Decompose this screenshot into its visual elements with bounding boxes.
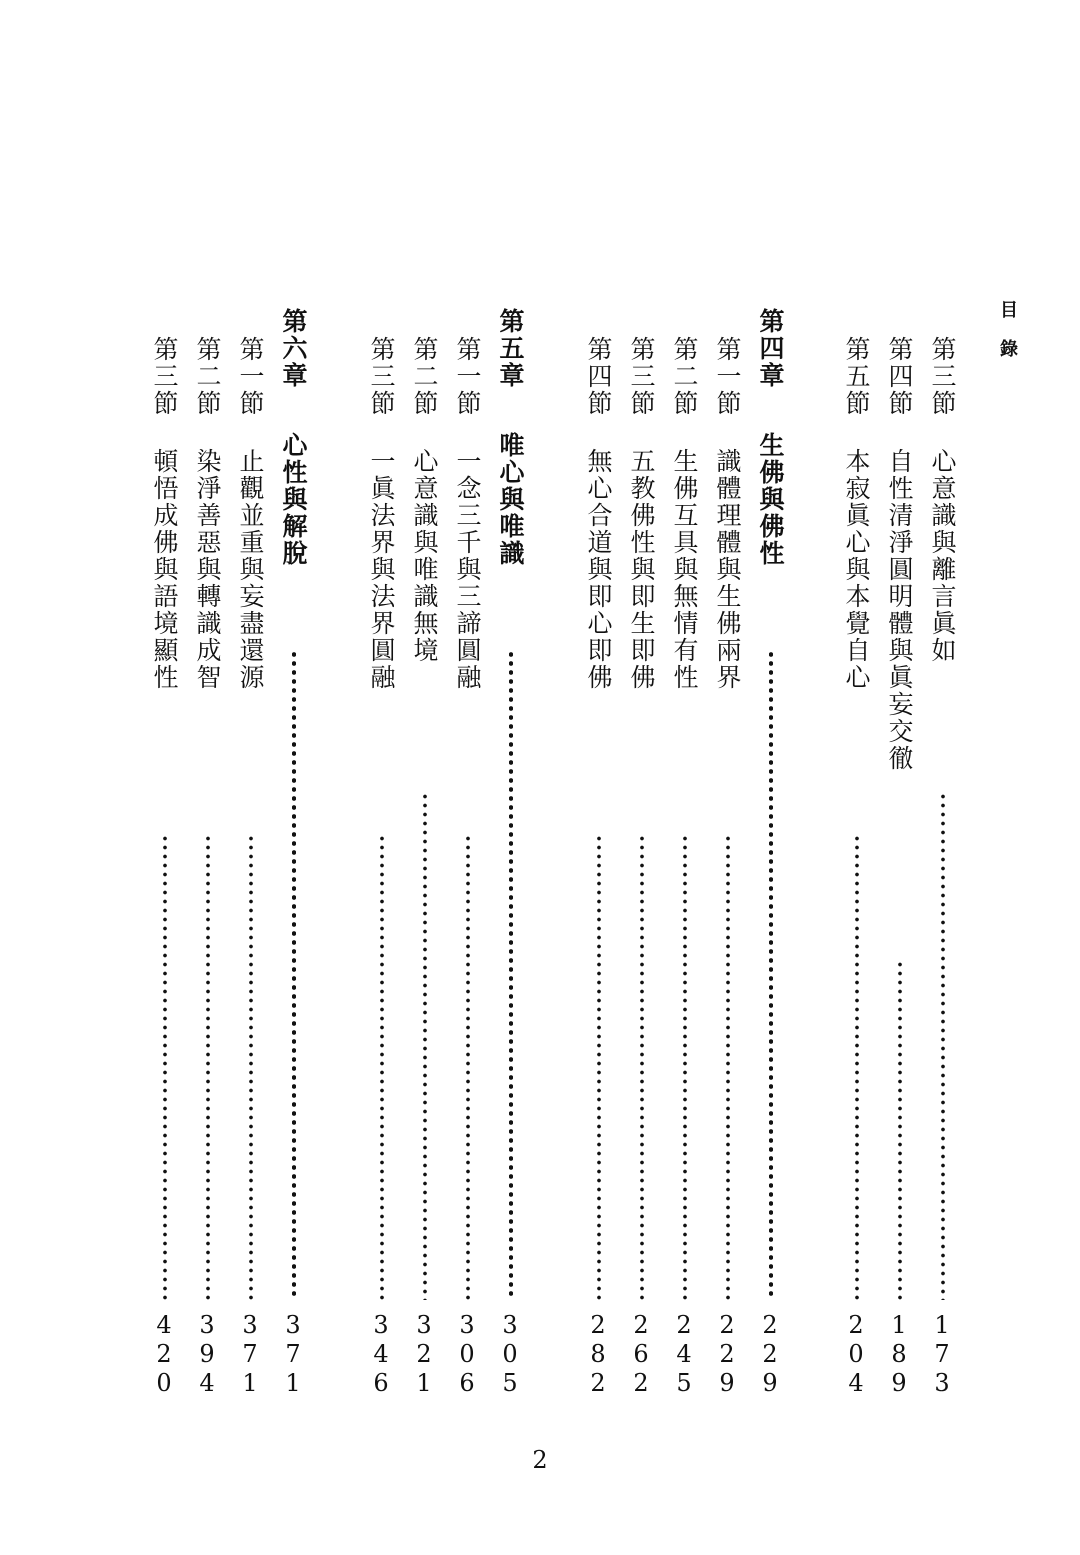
toc-entry-page: 245 <box>670 1311 698 1398</box>
dot-leader <box>423 792 427 1300</box>
toc-section-entry <box>922 336 962 1398</box>
toc-entry-title: 頓悟成佛與語境顯性 <box>150 448 179 691</box>
toc-entry-number: 第四節 <box>885 336 914 417</box>
toc-entry-number: 第三節 <box>367 336 396 417</box>
toc-chapter-entry <box>490 308 530 1398</box>
dot-leader <box>941 792 945 1300</box>
toc-section-entry <box>447 336 487 1398</box>
toc-entry-number: 第三節 <box>928 336 957 417</box>
dot-leader <box>380 834 384 1300</box>
toc-section-entry <box>707 336 747 1398</box>
toc-entry-title: 生佛互具與無情有性 <box>670 448 699 691</box>
toc-entry-number: 第六章 <box>279 308 308 389</box>
toc-section-entry <box>230 336 270 1398</box>
toc-entry-title: 五教佛性與即生即佛 <box>627 448 656 691</box>
dot-leader <box>855 834 859 1300</box>
toc-entry-page: 394 <box>193 1311 221 1398</box>
toc-entry-title: 止觀並重與妄盡還源 <box>236 448 265 691</box>
toc-entry-page: 305 <box>496 1311 524 1398</box>
toc-entry-title: 生佛與佛性 <box>756 432 785 567</box>
toc-entry-title: 本寂眞心與本覺自心 <box>842 448 871 691</box>
toc-entry-page: 346 <box>367 1311 395 1398</box>
toc-entry-title: 自性清淨圓明體與眞妄交徹 <box>885 448 914 772</box>
toc-entry-title: 識體理體與生佛兩界 <box>713 448 742 691</box>
toc-entry-number: 第一節 <box>453 336 482 417</box>
dot-leader <box>509 650 513 1300</box>
toc-entry-page: 282 <box>584 1311 612 1398</box>
toc-entry-page: 321 <box>410 1311 438 1398</box>
dot-leader <box>249 834 253 1300</box>
page-number: 2 <box>532 1446 548 1474</box>
toc-entry-page: 371 <box>279 1311 307 1398</box>
toc-entry-page: 173 <box>928 1311 956 1398</box>
page-header-title: 目 錄 <box>997 300 1018 357</box>
toc-entry-title: 一眞法界與法界圓融 <box>367 448 396 691</box>
toc-entry-title: 染淨善惡與轉識成智 <box>193 448 222 691</box>
toc-entry-page: 371 <box>236 1311 264 1398</box>
dot-leader <box>292 650 296 1300</box>
dot-leader <box>683 834 687 1300</box>
dot-leader <box>206 834 210 1300</box>
toc-entry-number: 第五章 <box>496 308 525 389</box>
toc-entry-page: 420 <box>150 1311 178 1398</box>
toc-entry-page: 229 <box>756 1311 784 1398</box>
toc-entry-page: 262 <box>627 1311 655 1398</box>
toc-entry-number: 第三節 <box>150 336 179 417</box>
toc-section-entry <box>621 336 661 1398</box>
toc-section-entry <box>879 336 919 1398</box>
toc-entry-page: 229 <box>713 1311 741 1398</box>
toc-entry-number: 第二節 <box>410 336 439 417</box>
toc-entry-page: 189 <box>885 1311 913 1398</box>
toc-chapter-entry <box>750 308 790 1398</box>
toc-section-entry <box>144 336 184 1398</box>
toc-entry-number: 第三節 <box>627 336 656 417</box>
toc-entry-number: 第二節 <box>670 336 699 417</box>
toc-section-entry <box>836 336 876 1398</box>
toc-section-entry <box>578 336 618 1398</box>
dot-leader <box>898 960 902 1300</box>
dot-leader <box>769 650 773 1300</box>
toc-entry-page: 306 <box>453 1311 481 1398</box>
toc-entry-title: 心意識與唯識無境 <box>410 448 439 664</box>
toc-entry-title: 無心合道與即心即佛 <box>584 448 613 691</box>
dot-leader <box>597 834 601 1300</box>
toc-section-entry <box>404 336 444 1398</box>
dot-leader <box>163 834 167 1300</box>
toc-entry-number: 第一節 <box>713 336 742 417</box>
toc-section-entry <box>664 336 704 1398</box>
toc-entry-title: 心意識與離言眞如 <box>928 448 957 664</box>
toc-section-entry <box>187 336 227 1398</box>
toc-entry-title: 一念三千與三諦圓融 <box>453 448 482 691</box>
toc-entry-number: 第四章 <box>756 308 785 389</box>
dot-leader <box>726 834 730 1300</box>
toc-entry-title: 心性與解脫 <box>279 432 308 567</box>
toc-entry-number: 第四節 <box>584 336 613 417</box>
toc-entry-title: 唯心與唯識 <box>496 432 525 567</box>
dot-leader <box>466 834 470 1300</box>
toc-entry-number: 第五節 <box>842 336 871 417</box>
toc-entry-page: 204 <box>842 1311 870 1398</box>
toc-section-entry <box>361 336 401 1398</box>
dot-leader <box>640 834 644 1300</box>
toc-entry-number: 第二節 <box>193 336 222 417</box>
toc-chapter-entry <box>273 308 313 1398</box>
toc-entry-number: 第一節 <box>236 336 265 417</box>
